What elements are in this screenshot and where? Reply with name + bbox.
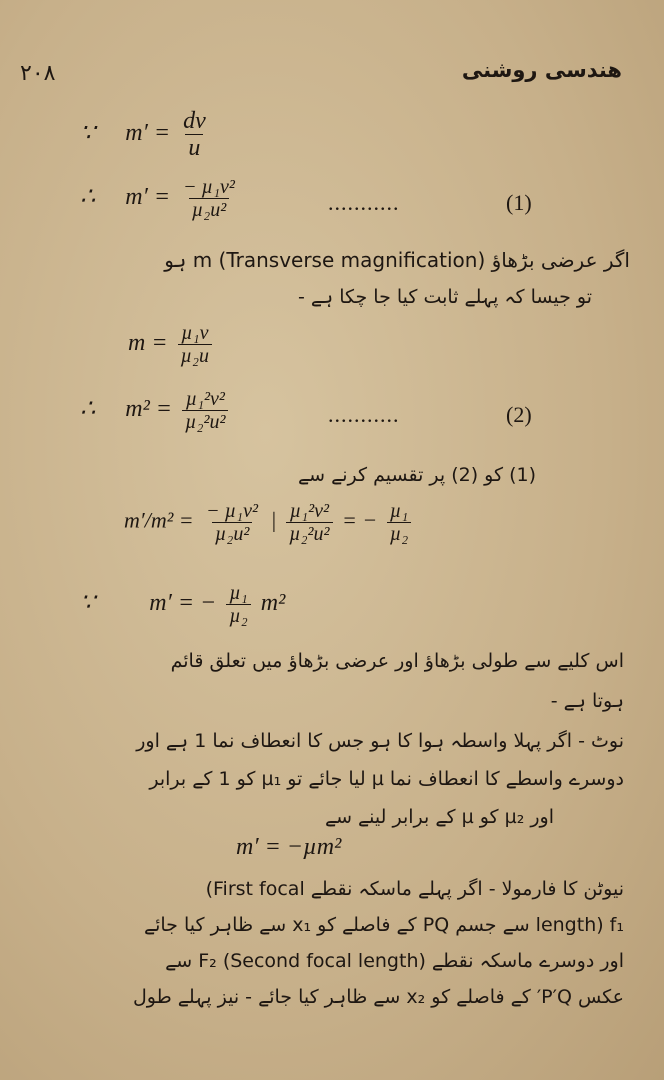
equation-f-denominator: µ₂ [226, 604, 250, 627]
equation-d-numerator: µ₁²v² [185, 388, 225, 410]
equation-b-label: (1) [506, 190, 532, 215]
equation-b-dots: ........... [328, 190, 400, 215]
equation-e-fraction-2 [286, 500, 332, 545]
equation-e-denominator-1: µ₂u² [212, 522, 252, 545]
equation-d-dots: ........... [328, 402, 400, 427]
paragraph-line-7: دوسرے واسطے کا انعطاف نما µ لیا جائے تو µ₁ کو 1 کے برابر [149, 768, 624, 790]
equation-d-denominator: µ₂²u² [182, 410, 228, 433]
paragraph-line-9: نیوٹن کا فارمولا - اگر پہلے ماسکہ نقطے First focal) [205, 878, 624, 900]
equation-f-fraction [226, 582, 250, 627]
equation-b-lhs: m′ = [125, 184, 171, 211]
paragraph-line-1: اگر عرضی بڑھاؤ m (Transverse magnification) ہو [164, 248, 630, 272]
equation-e-fraction-3 [387, 500, 411, 545]
equation-c-numerator: µ₁v [181, 322, 209, 344]
equation-a-denominator: u [185, 134, 203, 161]
equation-e-fraction-1 [203, 500, 261, 545]
because-symbol: ∵ [80, 590, 96, 617]
equation-f-lhs: m′ = − [149, 590, 217, 617]
equation-b [80, 176, 242, 221]
equation-c-denominator: µ₂u [178, 344, 212, 367]
equation-f-tail: m² [260, 590, 286, 617]
equation-g: m′ = −µm² [236, 834, 342, 860]
equation-e-lhs: m′/m² = [124, 507, 194, 533]
paragraph-line-5: ہوتا ہے - [550, 690, 624, 712]
paragraph-line-10: length) f₁ سے جسم PQ کے فاصلے کو x₁ سے ظاہر کیا جائے [143, 914, 624, 936]
equation-f-numerator: µ₁ [229, 582, 248, 604]
paragraph-line-2: تو جیسا کہ پہلے ثابت کیا جا چکا ہے - [298, 286, 592, 308]
equation-d-lhs: m² = [125, 396, 173, 423]
equation-e-denominator-3: µ₂ [387, 522, 411, 545]
paragraph-line-11: اور دوسرے ماسکہ نقطے (Second focal length) F₂ سے [165, 950, 624, 972]
paragraph-line-12: عکس P′Q′ کے فاصلے کو x₂ سے ظاہر کیا جائے - نیز پہلے طول [132, 986, 624, 1008]
equation-a-numerator: dv [183, 108, 206, 134]
equation-d-fraction [182, 388, 228, 433]
equation-c-fraction [178, 322, 212, 367]
running-title: ھندسی روشنی [461, 58, 622, 82]
equation-f [80, 582, 285, 627]
equation-c-lhs: m = [128, 330, 168, 357]
equation-e-separator: | [270, 507, 277, 533]
equation-b-fraction [180, 176, 238, 221]
equation-b-numerator: − µ₁v² [183, 176, 235, 198]
page-number: ۲۰۸ [20, 60, 56, 85]
equation-b-denominator: µ₂u² [189, 198, 229, 221]
paragraph-line-6: نوٹ - اگر پہلا واسطہ ہوا کا ہو جس کا انعطاف نما 1 ہے اور [136, 730, 624, 752]
because-symbol: ∵ [80, 120, 96, 147]
equation-a-lhs: m′ = [125, 120, 171, 147]
equation-a-fraction [180, 108, 209, 162]
equation-a [80, 108, 213, 162]
equation-c [128, 322, 216, 367]
paragraph-line-8: اور µ₂ کو µ کے برابر لینے سے [324, 806, 554, 828]
paragraph-line-3: (1) کو (2) پر تقسیم کرنے سے [298, 464, 536, 486]
equation-e-denominator-2: µ₂²u² [286, 522, 332, 545]
therefore-symbol: ∴ [80, 396, 96, 423]
therefore-symbol: ∴ [80, 184, 96, 211]
equation-e-numerator-1: − µ₁v² [206, 500, 259, 522]
equation-d-label: (2) [506, 402, 532, 427]
equation-e [124, 500, 415, 545]
equation-d [80, 388, 232, 433]
equation-e-numerator-2: µ₁²v² [289, 500, 329, 522]
paragraph-line-4: اس کلیے سے طولی بڑھاؤ اور عرضی بڑھاؤ میں تعلق قائم [170, 650, 624, 672]
equation-e-numerator-3: µ₁ [389, 500, 409, 522]
equation-e-equals: = − [342, 507, 378, 533]
